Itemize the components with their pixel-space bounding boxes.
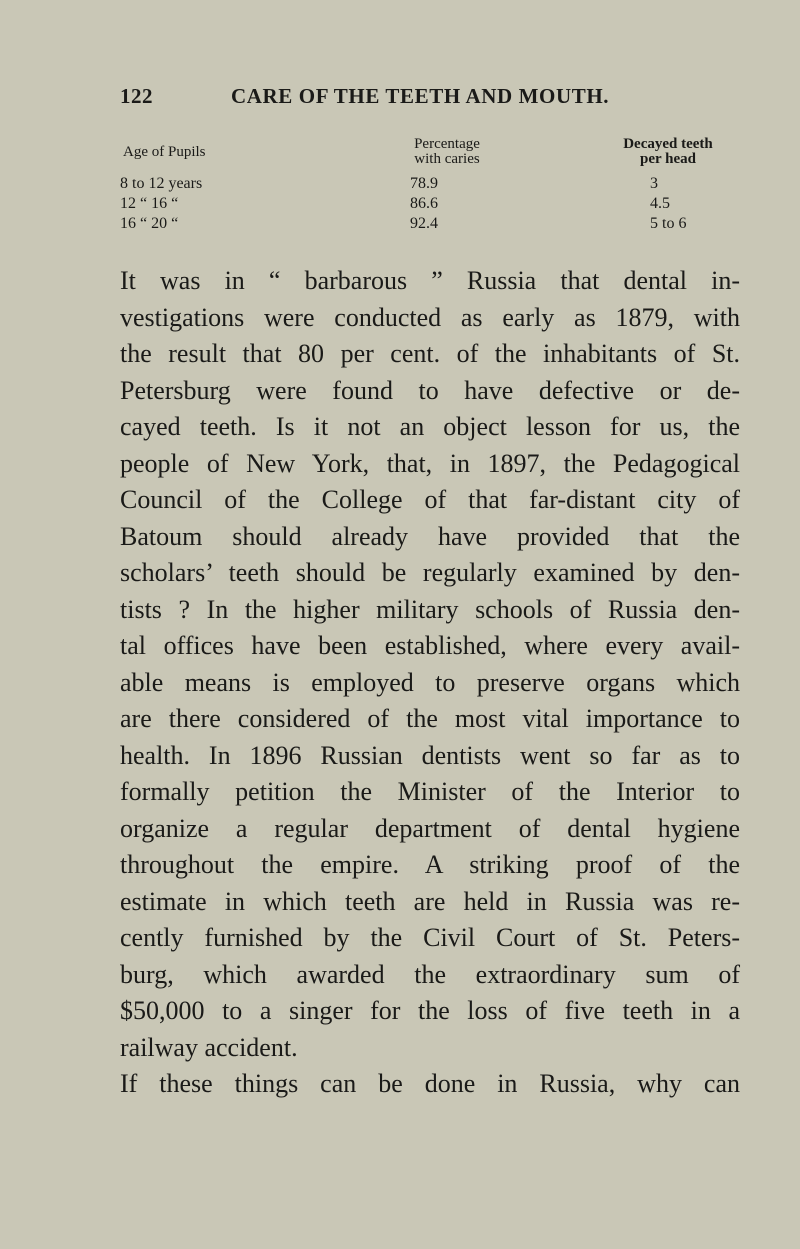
body-line: railway accident. xyxy=(120,1032,298,1062)
body-line: burg, which awarded the extraordinary sum of xyxy=(120,959,740,989)
body-line: $50,000 to a singer for the loss of five teeth in a xyxy=(120,996,740,1025)
body-line: cayed teeth. Is it not an object lesson for us, the xyxy=(120,412,740,441)
running-title: CARE OF THE TEETH AND MOUTH. xyxy=(231,84,610,108)
body-line: scholars’ teeth should be regularly examined by den- xyxy=(120,558,740,587)
table-cell-percentage: 86.6 xyxy=(410,195,438,212)
running-head xyxy=(120,84,740,114)
body-line: health. In 1896 Russian dentists went so far as to xyxy=(120,740,740,770)
body-line: It was in “ barbarous ” Russia that dental in- xyxy=(120,266,740,295)
table-cell-decayed: 4.5 xyxy=(650,195,670,212)
column-header-decayed-line2: per head xyxy=(640,151,696,167)
body-line: formally petition the Minister of the Interior to xyxy=(120,777,740,806)
body-line: are there considered of the most vital importance to xyxy=(120,704,740,733)
column-header-decayed xyxy=(608,137,728,167)
body-line: throughout the empire. A striking proof of the xyxy=(120,850,740,879)
column-header-percentage-line2: with caries xyxy=(414,151,480,167)
table-cell-percentage: 78.9 xyxy=(410,175,438,192)
table-cell-percentage: 92.4 xyxy=(410,215,438,232)
table-row xyxy=(120,215,740,235)
body-line: organize a regular department of dental hygiene xyxy=(120,813,740,843)
body-line: able means is employed to preserve organs which xyxy=(120,667,740,697)
body-line: people of New York, that, in 1897, the Pedagogical xyxy=(120,448,740,478)
body-line: If these things can be done in Russia, why can xyxy=(120,1069,740,1098)
table-cell-age: 12 “ 16 “ xyxy=(120,195,179,212)
column-header-percentage-line1: Percentage xyxy=(414,136,480,152)
table-cell-age: 16 “ 20 “ xyxy=(120,215,179,232)
column-header-age: Age of Pupils xyxy=(123,144,206,160)
body-line: vestigations were conducted as early as 1879, with xyxy=(120,302,740,332)
body-line: estimate in which teeth are held in Russia was re- xyxy=(120,886,740,916)
table-cell-decayed: 3 xyxy=(650,175,658,192)
page-number: 122 xyxy=(120,84,153,108)
body-line: cently furnished by the Civil Court of St. Peters- xyxy=(120,923,740,952)
body-line: the result that 80 per cent. of the inhabitants of St. xyxy=(120,339,740,368)
body-line: tists ? In the higher military schools of Russia den- xyxy=(120,594,740,624)
table-cell-age: 8 to 12 years xyxy=(120,175,203,192)
table-row xyxy=(120,175,740,195)
table-row xyxy=(120,195,740,215)
body-line: Council of the College of that far-distant city of xyxy=(120,485,740,514)
column-header-percentage xyxy=(372,137,522,167)
column-header-decayed-line1: Decayed teeth xyxy=(623,136,713,152)
table-cell-decayed: 5 to 6 xyxy=(650,215,687,232)
body-line: tal offices have been established, where every avail- xyxy=(120,631,740,660)
body-paragraphs xyxy=(120,263,740,1103)
body-line: Petersburg were found to have defective or de- xyxy=(120,375,740,405)
body-line: Batoum should already have provided that the xyxy=(120,521,740,551)
